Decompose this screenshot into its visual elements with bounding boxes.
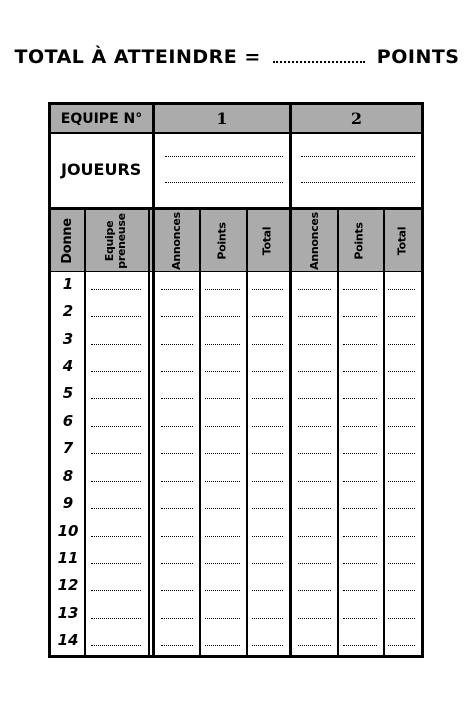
score-cell-field[interactable] <box>388 398 415 399</box>
score-cell-field[interactable] <box>91 426 141 427</box>
score-cell-field[interactable] <box>343 618 377 619</box>
score-cell-field[interactable] <box>205 536 240 537</box>
column-team1-total-text: Total <box>260 226 274 255</box>
score-cell-field[interactable] <box>161 645 193 646</box>
score-cell-field[interactable] <box>252 289 283 290</box>
score-cell-field[interactable] <box>298 453 331 454</box>
column-donne-text: Donne <box>59 217 75 264</box>
column-team2-annonces <box>292 210 337 271</box>
column-donne <box>51 210 84 271</box>
score-cell-field[interactable] <box>161 508 193 509</box>
score-cell-field[interactable] <box>161 536 193 537</box>
score-cell-field[interactable] <box>343 316 377 317</box>
players-label: JOUEURS <box>61 160 142 179</box>
round-number: 2 <box>62 302 74 321</box>
score-cell-field[interactable] <box>343 563 377 564</box>
round-number: 9 <box>62 494 74 513</box>
score-cell-field[interactable] <box>205 371 240 372</box>
round-number: 1 <box>62 274 74 293</box>
score-cell-field[interactable] <box>161 481 193 482</box>
round-number: 7 <box>62 439 74 458</box>
score-cell-field[interactable] <box>298 481 331 482</box>
divider-line <box>84 210 86 655</box>
score-cell-field[interactable] <box>91 316 141 317</box>
score-cell-field[interactable] <box>91 590 141 591</box>
score-cell-field[interactable] <box>91 645 141 646</box>
score-cell-field[interactable] <box>388 563 415 564</box>
score-cell-field[interactable] <box>91 563 141 564</box>
score-cell-field[interactable] <box>205 289 240 290</box>
player-name-field[interactable] <box>301 182 415 183</box>
score-cell-field[interactable] <box>298 426 331 427</box>
score-cell-field[interactable] <box>298 563 331 564</box>
score-cell-field[interactable] <box>205 645 240 646</box>
score-cell-field[interactable] <box>91 371 141 372</box>
target-blank[interactable] <box>273 47 365 63</box>
points-label: POINTS <box>376 46 460 68</box>
divider-line <box>51 271 421 272</box>
column-team2-annonces-text: Annonces <box>307 211 321 270</box>
score-cell-field[interactable] <box>252 508 283 509</box>
round-number: 6 <box>62 411 74 430</box>
score-cell-field[interactable] <box>91 289 141 290</box>
score-cell-field[interactable] <box>388 371 415 372</box>
score-cell-field[interactable] <box>388 344 415 345</box>
player-name-field[interactable] <box>165 156 283 157</box>
divider-line <box>383 210 385 655</box>
score-cell-field[interactable] <box>298 289 331 290</box>
score-cell-field[interactable] <box>205 508 240 509</box>
round-number: 13 <box>57 603 79 622</box>
team-2-number: 2 <box>350 109 363 128</box>
score-cell-field[interactable] <box>161 289 193 290</box>
score-cell-field[interactable] <box>388 426 415 427</box>
round-number: 5 <box>62 384 74 403</box>
score-cell-field[interactable] <box>343 645 377 646</box>
score-cell-field[interactable] <box>161 344 193 345</box>
player-name-field[interactable] <box>165 182 283 183</box>
score-cell-field[interactable] <box>343 481 377 482</box>
score-cell-field[interactable] <box>388 618 415 619</box>
score-cell-field[interactable] <box>205 563 240 564</box>
score-cell-field[interactable] <box>91 398 141 399</box>
score-cell-field[interactable] <box>388 536 415 537</box>
divider-line <box>337 210 339 655</box>
score-cell-field[interactable] <box>205 316 240 317</box>
score-cell-field[interactable] <box>252 426 283 427</box>
column-team1-annonces <box>155 210 199 271</box>
target-label: TOTAL À ATTEINDRE = <box>14 46 261 68</box>
score-cell-field[interactable] <box>252 344 283 345</box>
score-cell-field[interactable] <box>161 453 193 454</box>
divider-line <box>289 105 292 655</box>
score-cell-field[interactable] <box>161 590 193 591</box>
score-cell-field[interactable] <box>91 536 141 537</box>
score-cell-field[interactable] <box>343 344 377 345</box>
score-cell-field[interactable] <box>298 508 331 509</box>
column-team1-annonces-text: Annonces <box>170 211 184 270</box>
score-cell-field[interactable] <box>161 563 193 564</box>
score-cell-field[interactable] <box>343 426 377 427</box>
score-cell-field[interactable] <box>252 563 283 564</box>
score-cell-field[interactable] <box>252 590 283 591</box>
score-cell-field[interactable] <box>161 316 193 317</box>
score-cell-field[interactable] <box>252 453 283 454</box>
score-cell-field[interactable] <box>161 371 193 372</box>
score-cell-field[interactable] <box>205 618 240 619</box>
score-cell-field[interactable] <box>343 398 377 399</box>
score-cell-field[interactable] <box>298 618 331 619</box>
score-cell-field[interactable] <box>298 371 331 372</box>
divider-line <box>246 210 248 655</box>
score-cell-field[interactable] <box>91 618 141 619</box>
score-cell-field[interactable] <box>388 453 415 454</box>
score-cell-field[interactable] <box>252 316 283 317</box>
score-cell-field[interactable] <box>343 508 377 509</box>
score-cell-field[interactable] <box>252 371 283 372</box>
score-cell-field[interactable] <box>388 481 415 482</box>
column-team2-total-text: Total <box>395 226 408 255</box>
score-cell-field[interactable] <box>343 289 377 290</box>
score-cell-field[interactable] <box>205 398 240 399</box>
score-cell-field[interactable] <box>343 371 377 372</box>
round-number: 12 <box>57 576 79 595</box>
round-number: 3 <box>62 329 74 348</box>
round-number: 4 <box>62 357 74 375</box>
column-team1-points <box>199 210 246 271</box>
column-equipe-preneuse-text: Equipe preneuse <box>103 212 128 269</box>
divider-line <box>199 210 201 655</box>
score-cell-field[interactable] <box>91 508 141 509</box>
score-cell-field[interactable] <box>252 645 283 646</box>
round-number: 14 <box>57 631 79 650</box>
score-cell-field[interactable] <box>252 536 283 537</box>
score-cell-field[interactable] <box>161 618 193 619</box>
score-cell-field[interactable] <box>252 618 283 619</box>
column-equipe-preneuse <box>84 210 148 271</box>
column-team1-points-text: Points <box>215 221 229 260</box>
score-cell-field[interactable] <box>298 398 331 399</box>
score-cell-field[interactable] <box>252 398 283 399</box>
team-number-label: EQUIPE N° <box>60 110 143 127</box>
score-cell-field[interactable] <box>161 398 193 399</box>
round-number: 8 <box>62 466 74 485</box>
divider-line <box>148 210 150 655</box>
score-cell-field[interactable] <box>388 590 415 591</box>
score-cell-field[interactable] <box>91 481 141 482</box>
score-cell-field[interactable] <box>252 481 283 482</box>
score-cell-field[interactable] <box>161 426 193 427</box>
score-cell-field[interactable] <box>205 481 240 482</box>
score-cell-field[interactable] <box>91 344 141 345</box>
score-cell-field[interactable] <box>298 536 331 537</box>
score-cell-field[interactable] <box>298 316 331 317</box>
score-cell-field[interactable] <box>205 344 240 345</box>
score-cell-field[interactable] <box>343 590 377 591</box>
column-team1-total <box>246 210 289 271</box>
score-cell-field[interactable] <box>298 590 331 591</box>
score-cell-field[interactable] <box>388 508 415 509</box>
score-sheet <box>48 102 424 658</box>
score-cell-field[interactable] <box>388 645 415 646</box>
score-cell-field[interactable] <box>205 426 240 427</box>
score-cell-field[interactable] <box>388 316 415 317</box>
round-number: 10 <box>57 521 79 540</box>
score-cell-field[interactable] <box>205 590 240 591</box>
score-cell-field[interactable] <box>343 453 377 454</box>
column-team2-points <box>337 210 383 271</box>
score-cell-field[interactable] <box>388 289 415 290</box>
player-name-field[interactable] <box>301 156 415 157</box>
score-cell-field[interactable] <box>298 344 331 345</box>
score-cell-field[interactable] <box>91 453 141 454</box>
score-target-line <box>0 46 474 68</box>
score-cell-field[interactable] <box>298 645 331 646</box>
column-team2-points-text: Points <box>352 221 366 260</box>
round-number: 11 <box>57 549 79 567</box>
score-cell-field[interactable] <box>205 453 240 454</box>
team-1-number: 1 <box>216 109 228 128</box>
score-cell-field[interactable] <box>343 536 377 537</box>
column-team2-total <box>383 210 421 271</box>
